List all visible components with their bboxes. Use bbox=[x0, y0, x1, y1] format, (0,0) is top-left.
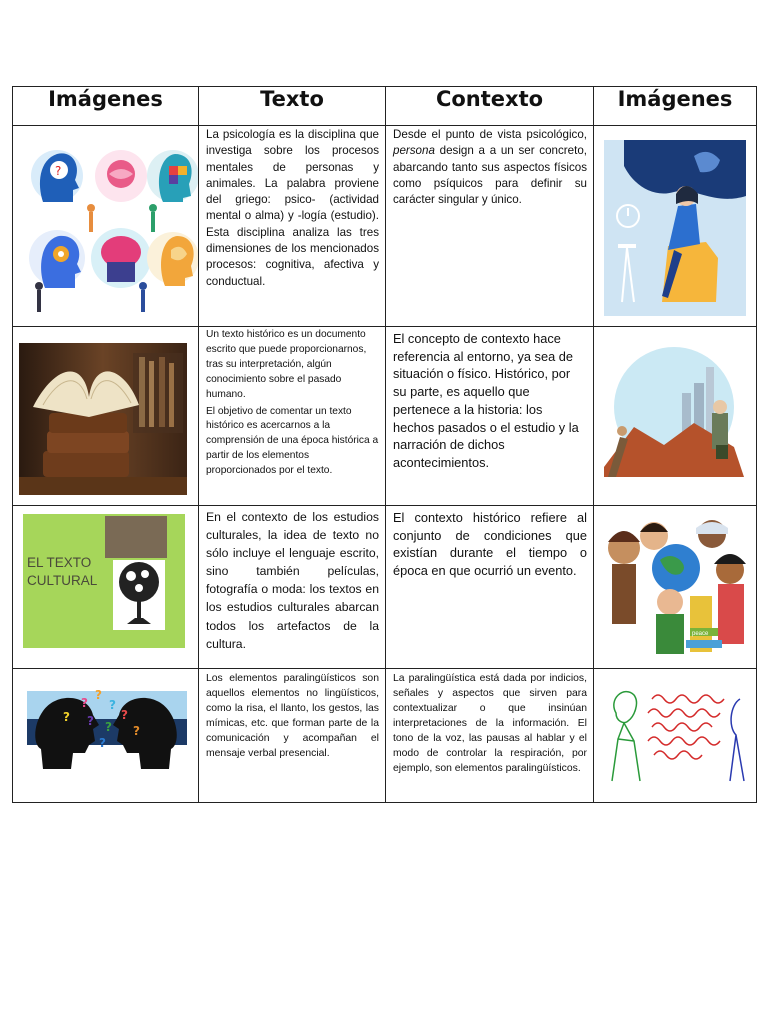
row3-texto-cell bbox=[199, 506, 386, 669]
row1-texto: La psicología es la disciplina que investiga sobre los procesos mentales de personas y animales. La palabra proviene del griego: psico- (actividad mental o alma) y -logía (estudio). Esta disciplina analiza las tres dimensiones de los mencionados procesos: cognitiva, afectiva y conductual. bbox=[206, 128, 379, 288]
row1-contexto-cell bbox=[386, 126, 594, 327]
table-row bbox=[13, 327, 757, 506]
svg-text:?: ? bbox=[95, 688, 102, 702]
peace-label: peace bbox=[692, 631, 709, 637]
row3-texto: En el contexto de los estudios culturales, la idea de texto no sólo incluye el lenguaje escrito, sino también películas, fotografía o moda: los textos en los estudios culturales abarcan todos los artefactos de la cultura. bbox=[206, 510, 379, 651]
books-image bbox=[13, 327, 199, 506]
table-row bbox=[13, 126, 757, 327]
table-row bbox=[13, 669, 757, 803]
svg-text:?: ? bbox=[63, 710, 70, 724]
svg-text:?: ? bbox=[87, 714, 94, 728]
row1-contexto-a: Desde el punto de vista psicológico, bbox=[393, 128, 587, 141]
svg-text:?: ? bbox=[121, 708, 128, 722]
row2-texto-cell bbox=[199, 327, 386, 506]
svg-text:?: ? bbox=[105, 720, 112, 734]
woman-thinking-image bbox=[594, 126, 757, 327]
row4-contexto: La paralingüística está dada por indicios, señales y aspectos que sirven para contextualizar o que insinúan interpretaciones de la información. El tono de la voz, las pausas al hablar y el modo de controlar la respiración, por ejemplo, son elementos paralingüísticos. bbox=[393, 673, 587, 774]
header-row bbox=[13, 87, 757, 126]
silhouettes-question-image bbox=[13, 669, 199, 803]
row2-contexto-cell bbox=[386, 327, 594, 506]
row2-texto-p1: Un texto histórico es un documento escrito que puede proporcionarnos, tras su interpretación, algún conocimiento sobre el pasado humano. bbox=[206, 329, 367, 400]
header-contexto: Contexto bbox=[386, 87, 594, 126]
svg-text:?: ? bbox=[133, 724, 140, 738]
row2-texto bbox=[199, 327, 385, 479]
texto-cultural-label-1: EL TEXTO bbox=[27, 555, 92, 570]
row1-texto-cell bbox=[199, 126, 386, 327]
comparison-table bbox=[12, 86, 757, 803]
children-globe-image bbox=[594, 506, 757, 669]
row1-contexto-italic: persona bbox=[393, 144, 435, 158]
row2-contexto: El concepto de contexto hace referencia al entorno, ya sea de situación o físico. Histórico, por su parte, es aquello que pertenece a la historia: los hechos pasados o el estudio y la narración de dichos acontecimientos. bbox=[393, 331, 579, 470]
row3-contexto: El contexto histórico refiere al conjunto de condiciones que existían durante el tiempo o época en que ocurrió un evento. bbox=[393, 510, 587, 579]
texto-cultural-image bbox=[13, 506, 199, 669]
row1-contexto bbox=[386, 126, 593, 208]
header-imagenes-2: Imágenes bbox=[594, 87, 757, 126]
svg-text:?: ? bbox=[109, 698, 116, 712]
row3-contexto-cell bbox=[386, 506, 594, 669]
history-climb-image bbox=[594, 327, 757, 506]
svg-text:?: ? bbox=[55, 164, 62, 178]
row2-texto-p2: El objetivo de comentar un texto histórico es acercarnos a la comprensión de una época histórica a partir de los elementos proporcionados por el texto. bbox=[206, 405, 379, 477]
row4-texto-cell bbox=[199, 669, 386, 803]
row4-texto: Los elementos paralingüísticos son aquellos elementos no lingüísticos, como la risa, el llanto, los gestos, las mímicas, etc. que forman parte de la comunicación y acompañan el mensaje verbal presencial. bbox=[206, 673, 379, 759]
table-row bbox=[13, 506, 757, 669]
texto-cultural-label-2: CULTURAL bbox=[27, 573, 98, 588]
row1-contexto-b: design a a un ser concreto, abarcando tanto sus aspectos físicos como psíquicos para definir su carácter singular y único. bbox=[393, 144, 587, 207]
row4-contexto-cell bbox=[386, 669, 594, 803]
header-imagenes-1: Imágenes bbox=[13, 87, 199, 126]
header-texto: Texto bbox=[199, 87, 386, 126]
svg-text:?: ? bbox=[99, 736, 106, 750]
psychology-heads-image bbox=[13, 126, 199, 327]
sketch-voice-image bbox=[594, 669, 757, 803]
svg-text:?: ? bbox=[81, 696, 88, 710]
